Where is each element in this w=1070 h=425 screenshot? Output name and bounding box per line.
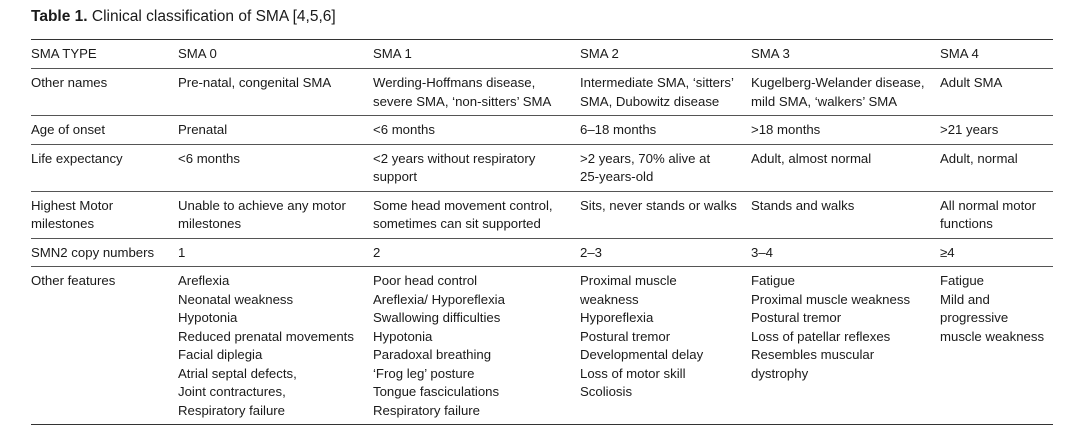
cell-line: ≥4 bbox=[940, 244, 955, 260]
cell-line: Some head movement control, bbox=[373, 197, 553, 213]
cell-line: Hypotonia bbox=[178, 310, 238, 325]
row-label bbox=[31, 191, 178, 238]
cell-line: 2–3 bbox=[580, 244, 603, 260]
table-cell bbox=[178, 238, 373, 267]
cell-line: Scoliosis bbox=[580, 384, 633, 399]
table-cell bbox=[751, 144, 940, 191]
cell-line: Kugelberg-Welander disease, bbox=[751, 75, 925, 90]
cell-line: Proximal muscle bbox=[580, 273, 677, 288]
cell-line: Reduced prenatal movements bbox=[178, 328, 354, 344]
cell-line: support bbox=[373, 169, 417, 184]
table-row bbox=[31, 238, 1053, 267]
row-label: Other features bbox=[31, 273, 116, 288]
table-header-row bbox=[31, 40, 1053, 69]
cell-line: >2 years, 70% alive at bbox=[580, 150, 711, 166]
cell-line: Developmental delay bbox=[580, 347, 704, 362]
cell-line: 25-years-old bbox=[580, 169, 654, 184]
cell-line: Pre-natal, congenital SMA bbox=[178, 75, 332, 90]
table-cell bbox=[373, 144, 580, 191]
table-cell bbox=[940, 69, 1053, 116]
cell-line: Respiratory failure bbox=[373, 402, 481, 418]
cell-line: Unable to achieve any motor bbox=[178, 197, 346, 213]
cell-line: Facial diplegia bbox=[178, 347, 263, 362]
row-label: SMN2 copy numbers bbox=[31, 244, 155, 260]
table-cell bbox=[580, 144, 751, 191]
cell-line: Adult, normal bbox=[940, 150, 1018, 166]
cell-line: Atrial septal defects, bbox=[178, 365, 297, 381]
table-row bbox=[31, 69, 1053, 116]
table-cell bbox=[580, 238, 751, 267]
cell-line: >21 years bbox=[940, 122, 999, 137]
cell-line: 1 bbox=[178, 244, 186, 260]
table-caption-text: Clinical classification of SMA [4,5,6] bbox=[91, 8, 336, 25]
table-body bbox=[31, 69, 1053, 425]
cell-line: Loss of motor skill bbox=[580, 365, 686, 381]
cell-line: Werding-Hoffmans disease, bbox=[373, 75, 536, 90]
cell-line: 2 bbox=[373, 244, 381, 260]
cell-line: milestones bbox=[178, 216, 242, 231]
cell-line: Tongue fasciculations bbox=[373, 384, 500, 399]
cell-line: ‘Frog leg’ posture bbox=[373, 365, 475, 381]
header-sma-type: SMA TYPE bbox=[31, 45, 97, 61]
cell-line: >18 months bbox=[751, 122, 821, 137]
cell-line: dystrophy bbox=[751, 365, 809, 381]
cell-line: 3–4 bbox=[751, 244, 774, 260]
table-cell bbox=[940, 267, 1053, 425]
table-cell bbox=[373, 69, 580, 116]
sma-classification-table bbox=[31, 39, 1053, 425]
row-label: Other names bbox=[31, 75, 108, 90]
cell-line: Fatigue bbox=[751, 273, 795, 288]
table-cell bbox=[751, 267, 940, 425]
table-cell bbox=[373, 191, 580, 238]
table-cell bbox=[373, 116, 580, 145]
row-label: Life expectancy bbox=[31, 150, 123, 166]
table-cell bbox=[580, 191, 751, 238]
row-label-line: Highest Motor bbox=[31, 197, 114, 213]
cell-line: Intermediate SMA, ‘sitters’ bbox=[580, 75, 734, 90]
header-sma-2: SMA 2 bbox=[580, 45, 619, 61]
header-sma-3: SMA 3 bbox=[751, 45, 790, 61]
cell-line: <6 months bbox=[373, 122, 435, 137]
table-cell bbox=[751, 116, 940, 145]
table-cell bbox=[178, 267, 373, 425]
table-cell bbox=[940, 191, 1053, 238]
cell-line: <6 months bbox=[178, 150, 240, 166]
table-cell bbox=[580, 69, 751, 116]
cell-line: Poor head control bbox=[373, 273, 478, 288]
cell-line: sometimes can sit supported bbox=[373, 216, 541, 231]
table-row bbox=[31, 116, 1053, 145]
cell-line: Resembles muscular bbox=[751, 347, 875, 362]
table-cell bbox=[178, 144, 373, 191]
cell-line: Sits, never stands or walks bbox=[580, 197, 737, 213]
cell-line: Prenatal bbox=[178, 122, 228, 137]
cell-line: Fatigue bbox=[940, 273, 984, 288]
cell-line: Adult, almost normal bbox=[751, 150, 872, 166]
row-label: Age of onset bbox=[31, 122, 106, 137]
cell-line: All normal motor bbox=[940, 197, 1037, 213]
row-label-line: milestones bbox=[31, 216, 95, 231]
table-caption bbox=[31, 8, 336, 26]
cell-line: Loss of patellar reflexes bbox=[751, 328, 891, 344]
table-cell bbox=[178, 69, 373, 116]
table-caption-label: Table 1. bbox=[31, 8, 88, 25]
table-cell bbox=[178, 116, 373, 145]
cell-line: muscle weakness bbox=[940, 328, 1045, 344]
header-sma-0: SMA 0 bbox=[178, 45, 217, 61]
cell-line: mild SMA, ‘walkers’ SMA bbox=[751, 93, 898, 109]
cell-line: Postural tremor bbox=[751, 310, 842, 325]
table-cell bbox=[940, 116, 1053, 145]
cell-line: Swallowing difficulties bbox=[373, 310, 501, 325]
table-cell bbox=[751, 238, 940, 267]
table-row bbox=[31, 191, 1053, 238]
table-cell bbox=[940, 238, 1053, 267]
cell-line: Hypotonia bbox=[373, 328, 433, 344]
table-row bbox=[31, 267, 1053, 425]
cell-line: Proximal muscle weakness bbox=[751, 291, 911, 307]
cell-line: Stands and walks bbox=[751, 197, 855, 213]
table-cell bbox=[373, 267, 580, 425]
cell-line: Postural tremor bbox=[580, 328, 671, 344]
header-sma-1: SMA 1 bbox=[373, 45, 412, 61]
table-cell bbox=[751, 69, 940, 116]
cell-line: severe SMA, ‘non-sitters’ SMA bbox=[373, 93, 552, 109]
cell-line: weakness bbox=[580, 291, 639, 307]
cell-line: Neonatal weakness bbox=[178, 291, 294, 307]
header-sma-4: SMA 4 bbox=[940, 45, 979, 61]
table-cell bbox=[580, 267, 751, 425]
cell-line: Areflexia bbox=[178, 273, 230, 288]
cell-line: Adult SMA bbox=[940, 75, 1003, 90]
cell-line: Areflexia/ Hyporeflexia bbox=[373, 291, 505, 307]
cell-line: progressive bbox=[940, 310, 1009, 325]
table-cell bbox=[751, 191, 940, 238]
cell-line: SMA, Dubowitz disease bbox=[580, 93, 720, 109]
table-cell bbox=[940, 144, 1053, 191]
table-cell bbox=[580, 116, 751, 145]
cell-line: Respiratory failure bbox=[178, 402, 286, 418]
cell-line: <2 years without respiratory bbox=[373, 150, 536, 166]
table-cell bbox=[178, 191, 373, 238]
cell-line: Hyporeflexia bbox=[580, 310, 654, 325]
cell-line: 6–18 months bbox=[580, 122, 657, 137]
table-cell bbox=[373, 238, 580, 267]
cell-line: Paradoxal breathing bbox=[373, 347, 492, 362]
table-row bbox=[31, 144, 1053, 191]
cell-line: functions bbox=[940, 216, 993, 231]
cell-line: Joint contractures, bbox=[178, 384, 286, 399]
cell-line: Mild and bbox=[940, 291, 990, 307]
